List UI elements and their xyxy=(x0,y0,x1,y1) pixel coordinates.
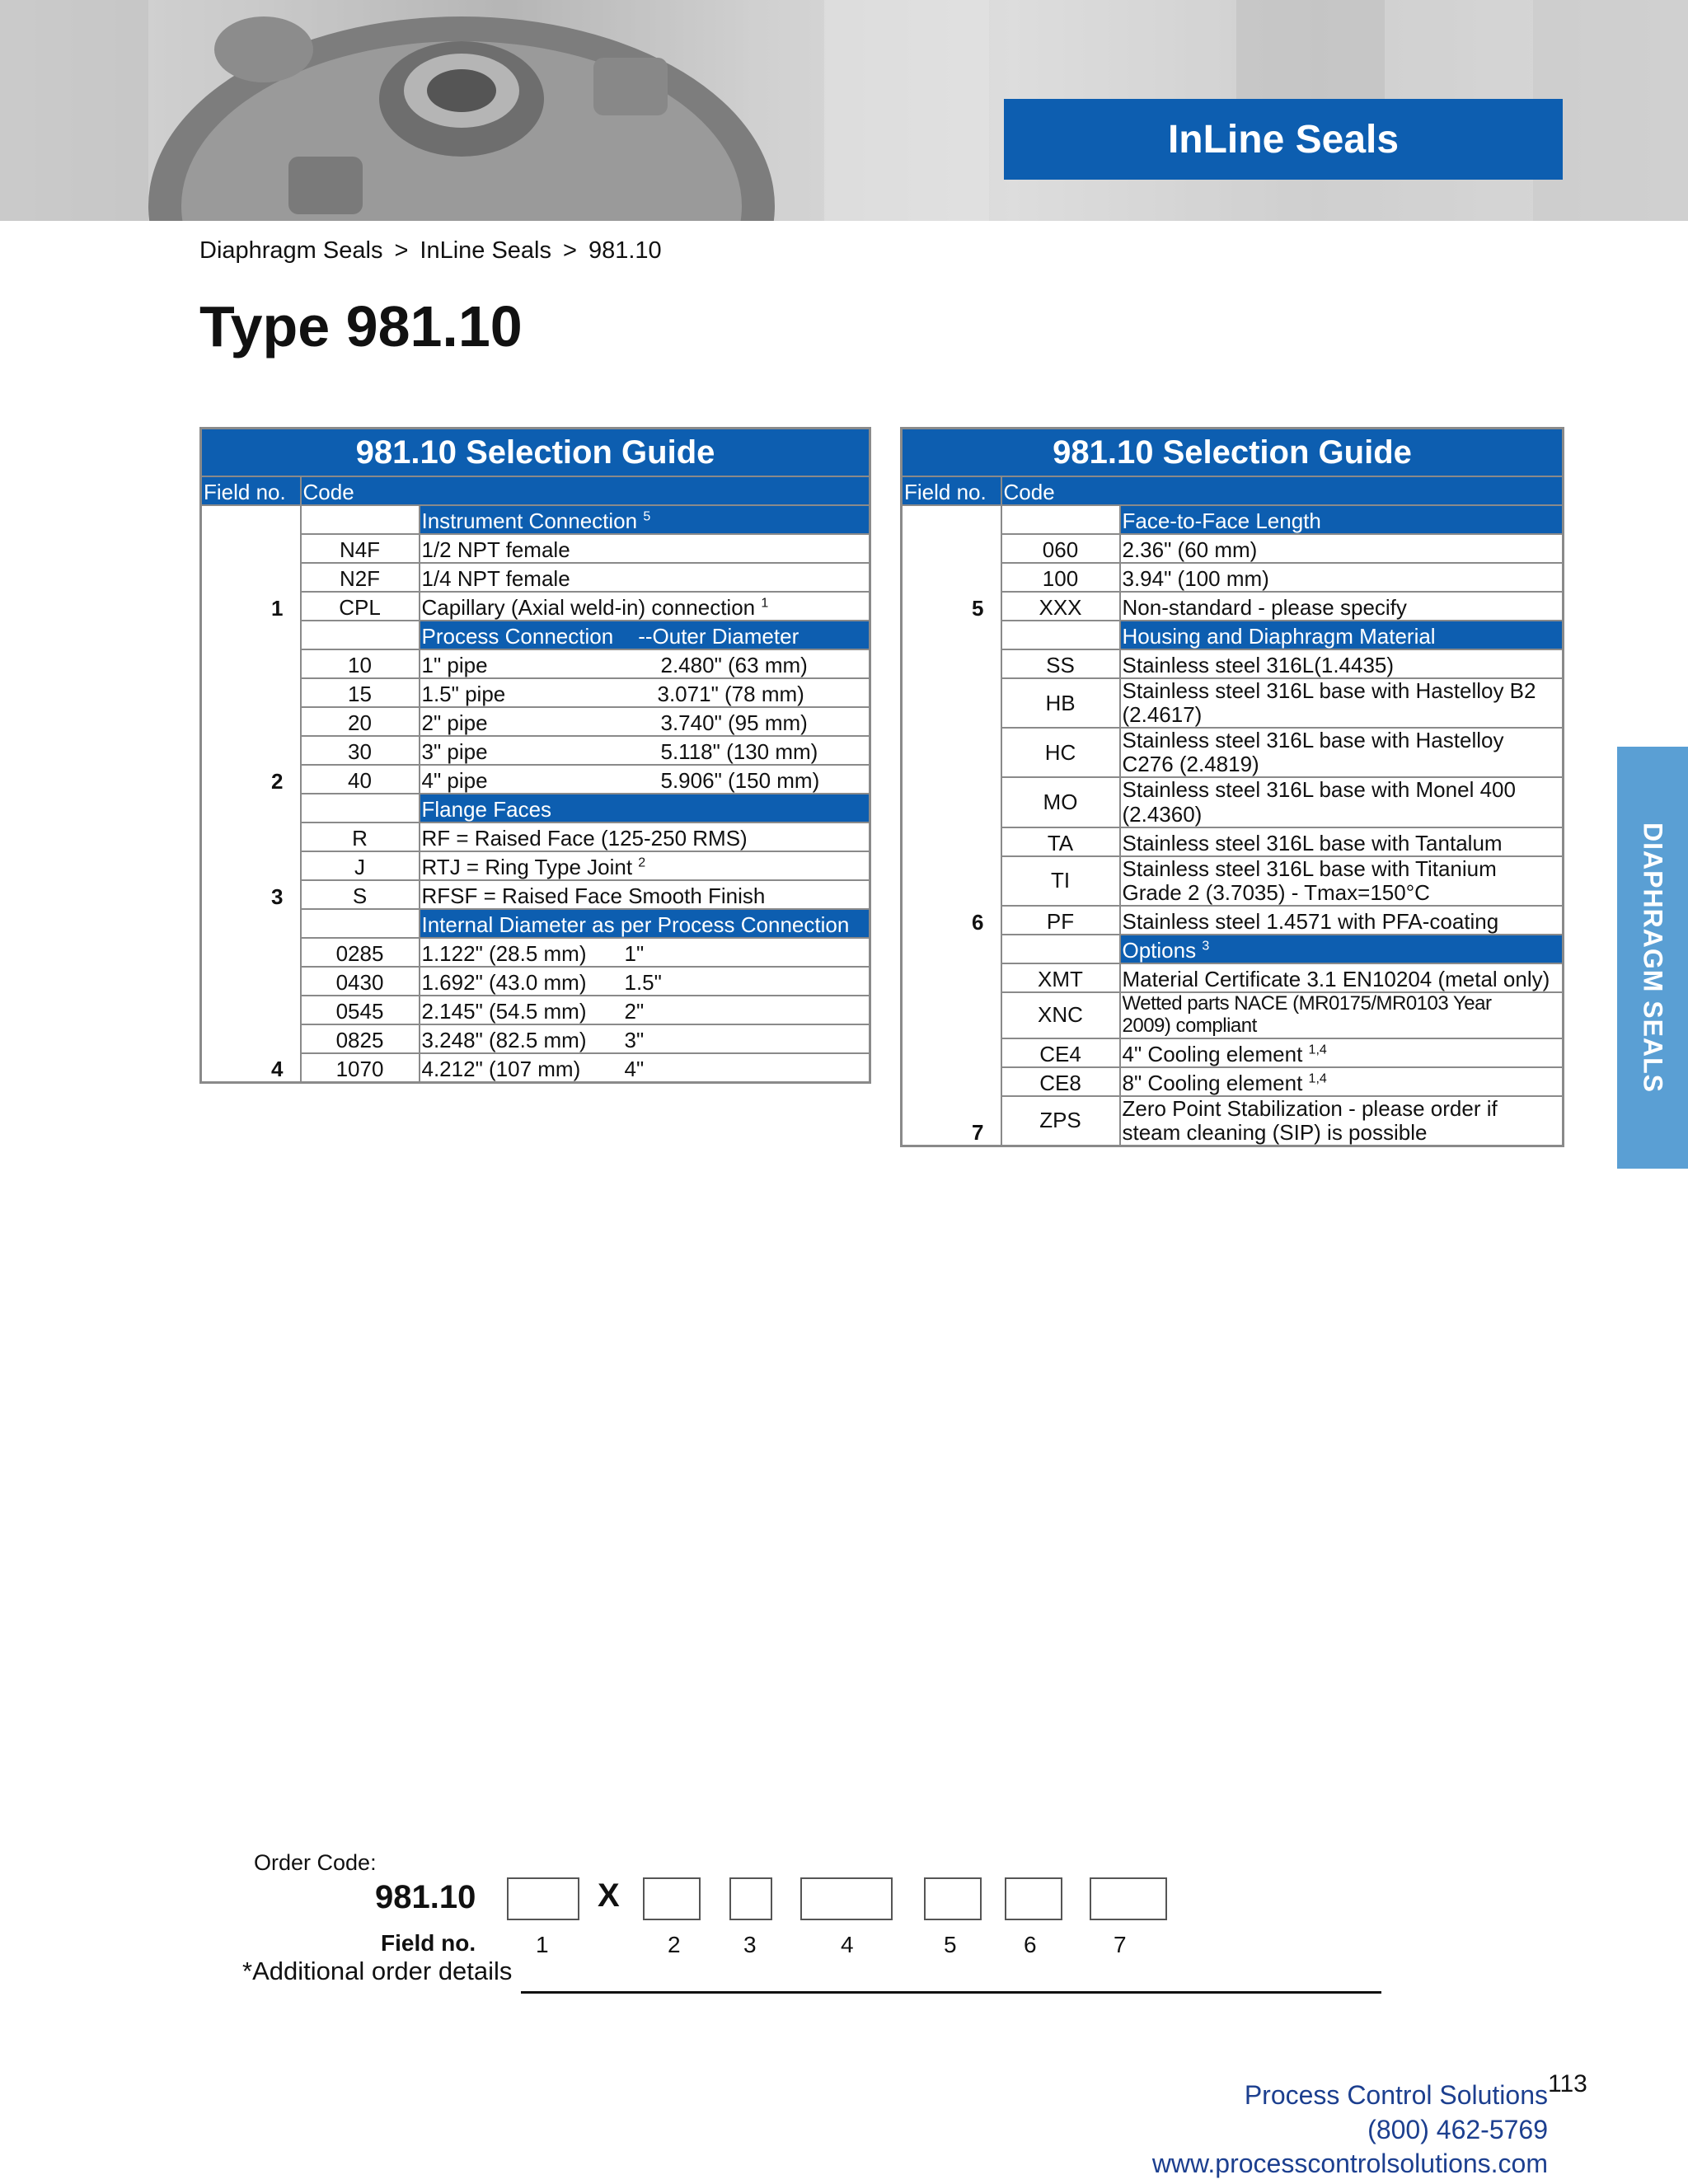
table-row xyxy=(201,736,870,765)
section-header: Instrument Connection $^5$ xyxy=(420,505,870,534)
table-row xyxy=(201,1024,870,1053)
desc-cell: Wetted parts NACE (MR0175/MR0103 Year 2009) compliant xyxy=(1120,992,1564,1038)
desc-cell: Stainless steel 1.4571 with PFA-coating xyxy=(1120,906,1564,935)
code-cell: 15 xyxy=(301,678,420,707)
field-number: 2 xyxy=(201,621,301,794)
table-row xyxy=(902,534,1564,563)
table-row xyxy=(201,1053,870,1083)
code-cell: 100 xyxy=(1001,563,1120,592)
order-field-number: 7 xyxy=(1114,1932,1127,1957)
breadcrumb-separator: > xyxy=(394,237,409,264)
order-field-number: 6 xyxy=(1024,1932,1037,1957)
table-title: 981.10 Selection Guide xyxy=(201,429,870,477)
table-row xyxy=(902,1096,1564,1146)
header-banner xyxy=(0,0,1688,221)
table-row xyxy=(201,534,870,563)
table-row xyxy=(902,592,1564,621)
code-cell: 40 xyxy=(301,765,420,794)
code-cell: S xyxy=(301,880,420,909)
desc-cell: 1" pipe 2.480" (63 mm) xyxy=(420,649,870,678)
code-cell: TA xyxy=(1001,827,1120,856)
col-header-field: Field no. xyxy=(201,476,301,505)
page-title: Type 981.10 xyxy=(199,294,523,359)
banner-title: InLine Seals xyxy=(1004,99,1563,180)
code-cell: 060 xyxy=(1001,534,1120,563)
selection-guide-table-right xyxy=(900,427,1564,1147)
desc-cell: RF = Raised Face (125-250 RMS) xyxy=(420,823,870,851)
code-cell: 0285 xyxy=(301,938,420,967)
table-title: 981.10 Selection Guide xyxy=(902,429,1564,477)
code-cell: XNC xyxy=(1001,992,1120,1038)
code-cell: CE4 xyxy=(1001,1038,1120,1067)
order-field-5-box[interactable] xyxy=(924,1877,982,1920)
section-header: Face-to-Face Length xyxy=(1120,505,1564,534)
side-tab-label: DIAPHRAGM SEALS xyxy=(1638,823,1668,1093)
table-row xyxy=(201,563,870,592)
breadcrumb-separator: > xyxy=(563,237,577,264)
desc-cell: RFSF = Raised Face Smooth Finish xyxy=(420,880,870,909)
section-header: Options $^3$ xyxy=(1120,935,1564,963)
table-row xyxy=(902,1038,1564,1067)
desc-cell: 8" Cooling element $^{1,4}$ xyxy=(1120,1067,1564,1096)
table-row xyxy=(902,856,1564,906)
table-row xyxy=(201,996,870,1024)
table-row xyxy=(902,649,1564,678)
table-row xyxy=(902,963,1564,992)
desc-cell: 4" pipe 5.906" (150 mm) xyxy=(420,765,870,794)
code-cell: HB xyxy=(1001,678,1120,728)
code-cell: J xyxy=(301,851,420,880)
code-cell: PF xyxy=(1001,906,1120,935)
field-number: 5 xyxy=(902,505,1001,621)
code-cell: ZPS xyxy=(1001,1096,1120,1146)
desc-cell: Zero Point Stabilization - please order if steam cleaning (SIP) is possible xyxy=(1120,1096,1564,1146)
breadcrumb-diaphragm-seals[interactable]: Diaphragm Seals xyxy=(199,237,383,264)
table-row xyxy=(902,728,1564,777)
order-code-label: Order Code: xyxy=(254,1850,377,1875)
desc-cell: RTJ = Ring Type Joint $^2$ xyxy=(420,851,870,880)
col-header-code: Code xyxy=(1001,476,1564,505)
desc-cell: 2.36" (60 mm) xyxy=(1120,534,1564,563)
code-cell: 0825 xyxy=(301,1024,420,1053)
desc-cell: 4.212" (107 mm) 4" xyxy=(420,1053,870,1083)
col-header-field: Field no. xyxy=(902,476,1001,505)
table-row xyxy=(902,906,1564,935)
desc-cell: 3.248" (82.5 mm) 3" xyxy=(420,1024,870,1053)
desc-cell: Stainless steel 316L base with Titanium Grade 2 (3.7035) - Tmax=150°C xyxy=(1120,856,1564,906)
table-row xyxy=(902,678,1564,728)
section-header: Internal Diameter as per Process Connection xyxy=(420,909,870,938)
breadcrumb xyxy=(199,237,662,265)
desc-cell: Stainless steel 316L base with Hastelloy B2 (2.4617) xyxy=(1120,678,1564,728)
code-cell: XXX xyxy=(1001,592,1120,621)
footer-website-link[interactable]: www.processcontrolsolutions.com xyxy=(1151,2149,1548,2179)
code-cell: CPL xyxy=(301,592,420,621)
order-field-2-box[interactable] xyxy=(643,1877,701,1920)
table-row xyxy=(902,827,1564,856)
order-field-4-box[interactable] xyxy=(800,1877,893,1920)
section-header: Process Connection --Outer Diameter xyxy=(420,621,870,649)
code-cell: SS xyxy=(1001,649,1120,678)
table-row xyxy=(201,707,870,736)
order-code-prefix: 981.10 xyxy=(375,1879,476,1915)
order-field-7-box[interactable] xyxy=(1090,1877,1167,1920)
order-field-number: 1 xyxy=(536,1932,549,1957)
field-number: 7 xyxy=(902,935,1001,1146)
table-row xyxy=(201,678,870,707)
footer-company: Process Control Solutions xyxy=(1244,2080,1548,2110)
table-row xyxy=(201,823,870,851)
field-number: 1 xyxy=(201,505,301,621)
desc-cell: Stainless steel 316L base with Hastelloy C276 (2.4819) xyxy=(1120,728,1564,777)
order-field-number: 3 xyxy=(743,1932,757,1957)
desc-cell: 2.145" (54.5 mm) 2" xyxy=(420,996,870,1024)
code-cell: CE8 xyxy=(1001,1067,1120,1096)
breadcrumb-current: 981.10 xyxy=(588,237,662,264)
desc-cell: 1.122" (28.5 mm) 1" xyxy=(420,938,870,967)
field-number: 4 xyxy=(201,909,301,1083)
order-field-6-box[interactable] xyxy=(1005,1877,1062,1920)
desc-cell: 1/2 NPT female xyxy=(420,534,870,563)
table-row xyxy=(201,880,870,909)
desc-cell: Stainless steel 316L(1.4435) xyxy=(1120,649,1564,678)
desc-cell: 1.5" pipe 3.071" (78 mm) xyxy=(420,678,870,707)
code-cell: MO xyxy=(1001,777,1120,827)
code-cell: 1070 xyxy=(301,1053,420,1083)
desc-cell: 2" pipe 3.740" (95 mm) xyxy=(420,707,870,736)
order-field-number: 2 xyxy=(668,1932,681,1957)
order-field-number: 4 xyxy=(841,1932,854,1957)
table-row xyxy=(902,992,1564,1038)
field-number: 3 xyxy=(201,794,301,909)
breadcrumb-inline-seals[interactable]: InLine Seals xyxy=(420,237,552,264)
additional-order-details-line[interactable] xyxy=(521,1991,1381,1994)
additional-order-details-label: *Additional order details xyxy=(242,1957,513,1985)
order-field-number: 5 xyxy=(944,1932,957,1957)
page-number: 113 xyxy=(1548,2070,1587,2097)
desc-cell: 1/4 NPT female xyxy=(420,563,870,592)
order-field-1-box[interactable] xyxy=(507,1877,579,1920)
code-cell: 30 xyxy=(301,736,420,765)
table-row xyxy=(201,938,870,967)
footer-contact xyxy=(1152,2079,1548,2182)
table-row xyxy=(902,1067,1564,1096)
code-cell: 20 xyxy=(301,707,420,736)
desc-cell: Capillary (Axial weld-in) connection $^1$ xyxy=(420,592,870,621)
section-header: Flange Faces xyxy=(420,794,870,823)
code-cell: XMT xyxy=(1001,963,1120,992)
table-row xyxy=(201,851,870,880)
side-tab-diaphragm-seals[interactable] xyxy=(1617,747,1688,1169)
code-cell: HC xyxy=(1001,728,1120,777)
order-code-separator: X xyxy=(598,1877,620,1914)
order-field-no-label: Field no. xyxy=(381,1930,476,1956)
desc-cell: 1.692" (43.0 mm) 1.5" xyxy=(420,967,870,996)
desc-cell: 4" Cooling element $^{1,4}$ xyxy=(1120,1038,1564,1067)
desc-cell: 3" pipe 5.118" (130 mm) xyxy=(420,736,870,765)
table-row xyxy=(201,649,870,678)
footer-phone[interactable]: (800) 462-5769 xyxy=(1367,2114,1548,2144)
code-cell: 0545 xyxy=(301,996,420,1024)
section-header: Housing and Diaphragm Material xyxy=(1120,621,1564,649)
table-row xyxy=(201,967,870,996)
order-field-3-box[interactable] xyxy=(729,1877,772,1920)
code-cell: R xyxy=(301,823,420,851)
code-cell: N2F xyxy=(301,563,420,592)
col-header-code: Code xyxy=(301,476,870,505)
field-number: 6 xyxy=(902,621,1001,935)
table-row xyxy=(201,765,870,794)
code-cell: 10 xyxy=(301,649,420,678)
code-cell: N4F xyxy=(301,534,420,563)
table-row xyxy=(902,777,1564,827)
code-cell: TI xyxy=(1001,856,1120,906)
desc-cell: Stainless steel 316L base with Tantalum xyxy=(1120,827,1564,856)
desc-cell: Material Certificate 3.1 EN10204 (metal only) xyxy=(1120,963,1564,992)
desc-cell: 3.94" (100 mm) xyxy=(1120,563,1564,592)
table-row xyxy=(201,592,870,621)
desc-cell: Stainless steel 316L base with Monel 400 (2.4360) xyxy=(1120,777,1564,827)
selection-guide-table-left xyxy=(199,427,871,1084)
code-cell: 0430 xyxy=(301,967,420,996)
table-row xyxy=(902,563,1564,592)
desc-cell: Non-standard - please specify xyxy=(1120,592,1564,621)
